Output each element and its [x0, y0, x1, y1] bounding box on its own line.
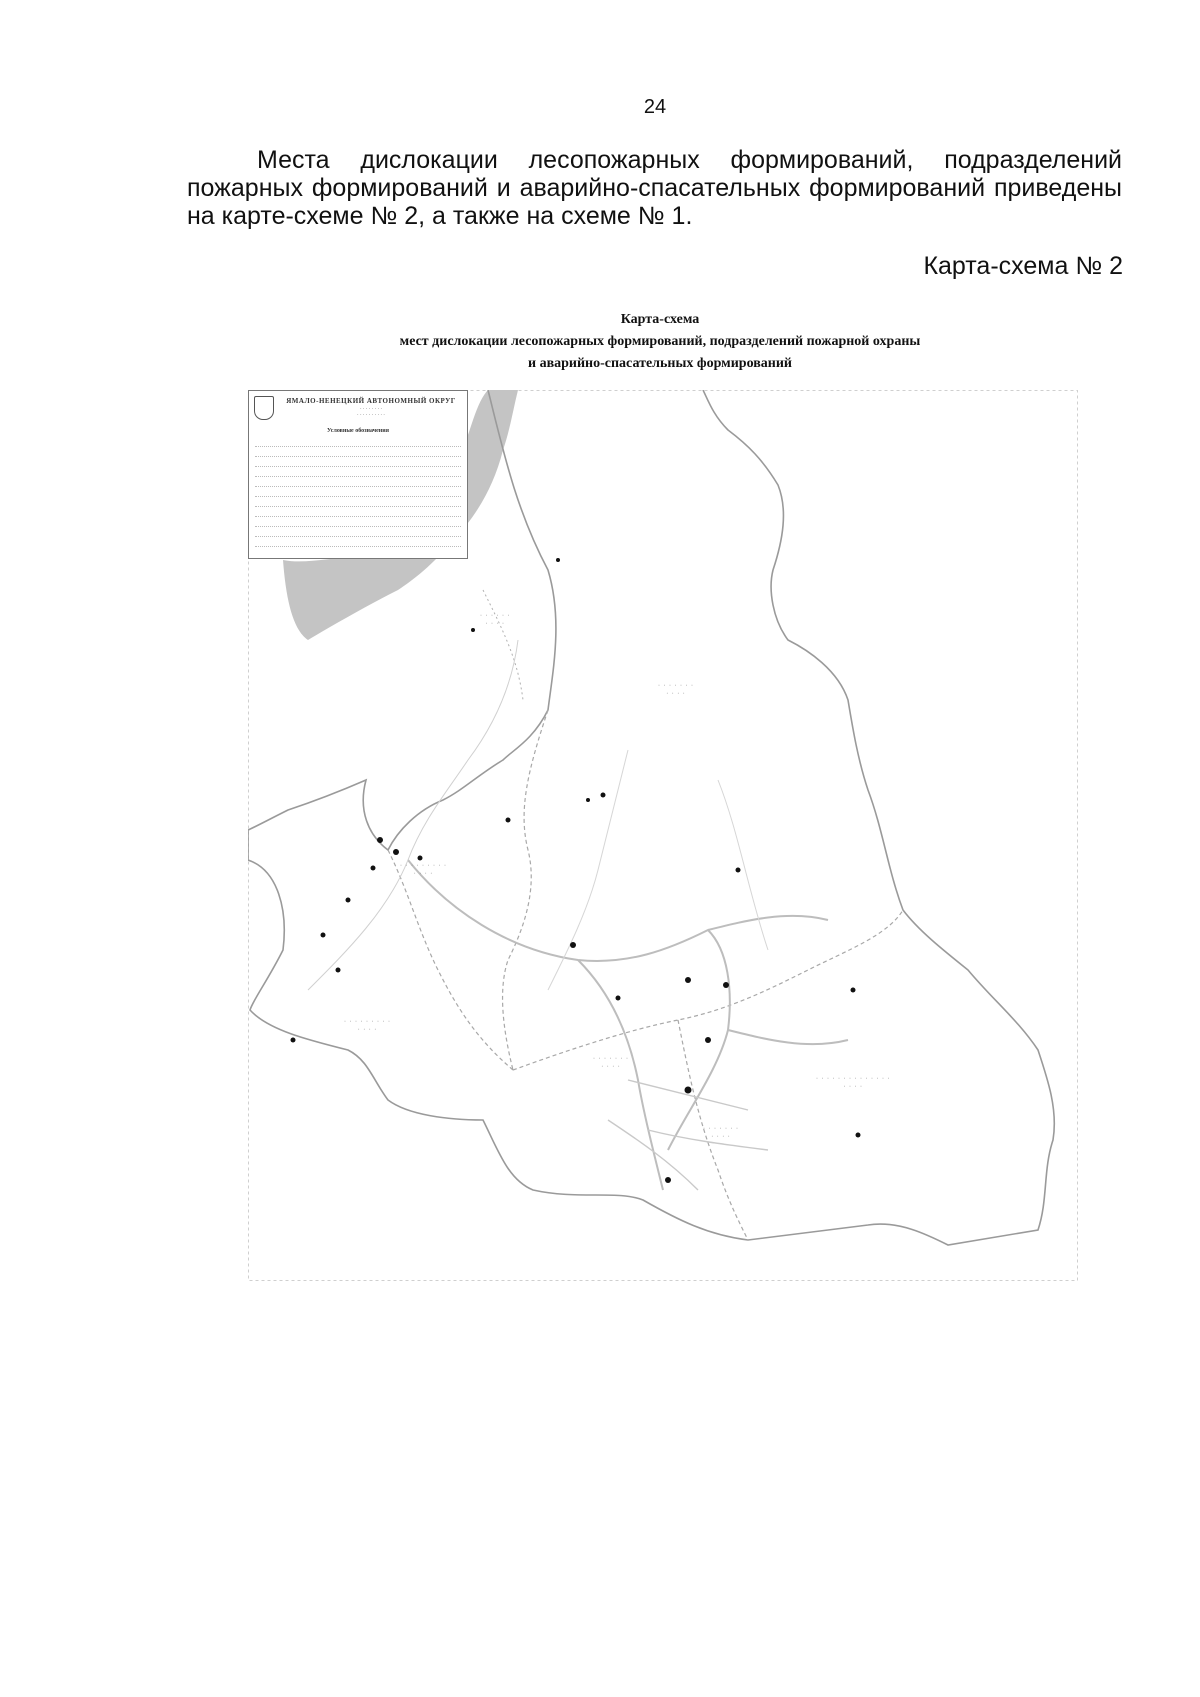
intro-paragraph: Места дислокации лесопожарных формирований, подразделений пожарных формирований и аварийно-спасательных формирований приведены на карте-схеме № 2, а также на схеме № 1.	[187, 146, 1122, 230]
map-title-line-1: Карта-схема	[620, 312, 700, 327]
map-legend: ЯМАЛО-НЕНЕЦКИЙ АВТОНОМНЫЙ ОКРУГ · · · · · · · · · · · · · · · · · · Условные обозначения	[248, 390, 468, 559]
map-title	[300, 309, 1020, 375]
legend-heading: Условные обозначения	[327, 428, 389, 434]
coat-of-arms-emblem	[254, 396, 274, 420]
map-caption: Карта-схема № 2	[923, 252, 1123, 280]
map-title-line-3: и аварийно-спасательных формирований	[528, 356, 792, 371]
region-map: · · · · · · · · · · · · · · · · · · · · · · · · · · · · · · · · · · · · · · · · · · · · · · · · · · · · · · · · · · · · · · · · · · · · · · · · · · · · · · · · · · · · · · · ЯМАЛО-НЕНЕЦКИЙ АВТОНОМНЫЙ ОКРУГ · · · · · · · · · · · · · · · · · · Условные обозначения	[248, 390, 1078, 1282]
legend-title: ЯМАЛО-НЕНЕЦКИЙ АВТОНОМНЫЙ ОКРУГ	[286, 397, 456, 405]
river	[308, 640, 518, 990]
map-title-line-2: мест дислокации лесопожарных формирований, подразделений пожарной охраны	[399, 334, 921, 349]
formation-markers	[291, 558, 861, 1183]
road-network	[408, 860, 848, 1190]
page-number: 24	[643, 96, 667, 118]
